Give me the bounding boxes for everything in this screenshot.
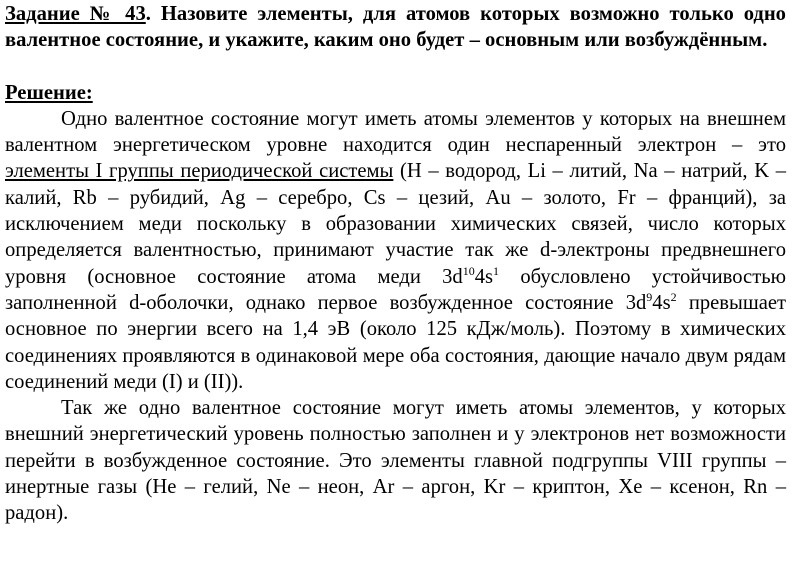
superscript: 10: [462, 263, 475, 278]
superscript: 1: [493, 263, 500, 278]
solution-paragraph-2: Так же одно валентное состояние могут иметь атомы элементов, у которых внешний энергетический уровень полностью заполнен и у электронов нет возможности перейти в возбужденное состояние. Это элементы главной подгруппы VIII группы – инертные газы (He – гелий, Ne – неон, Ar – аргон, Kr – криптон, Xe – ксенон, Rn – радон).: [5, 397, 786, 525]
superscript: 2: [670, 289, 677, 304]
underlined-group-reference: элементы I группы периодической системы: [5, 160, 394, 183]
task-number: Задание № 43: [5, 3, 146, 25]
task-text: . Назовите элементы, для атомов которых возможно только одно валентное состояние, и укажите, каким оно будет – основным или возбуждённым.: [5, 3, 786, 52]
solution-heading: Решение:: [5, 81, 93, 104]
solution-paragraph-1: Одно валентное состояние могут иметь атомы элементов у которых на внешнем валентном энергетическом уровне находится один неспаренный электрон – это элементы I группы периодической системы (H – водород, Li – литий, Na – натрий, K – калий, Rb – рубидий, Ag – серебро, Cs – цезий, Au – золото, Fr – франций), за исключением меди поскольку в образовании химических связей, число которых определяется валентностью, принимают участие так же d-электроны предвнешнего уровня (основное состояние атома меди $3d^{10}4s^1$ обусловлено устойчивостью заполненной d-оболочки, однако первое возбужденное состояние $3d^94s^2$ превышает основное по энергии всего на 1,4 эВ (около 125 кДж/моль). Поэтому в химических соединениях проявляются в одинаковой мере оба состояния, дающие начало двум рядам соединений меди (I) и (II)).: [5, 107, 786, 393]
superscript: 9: [646, 289, 653, 304]
task-statement: [5, 0, 786, 54]
